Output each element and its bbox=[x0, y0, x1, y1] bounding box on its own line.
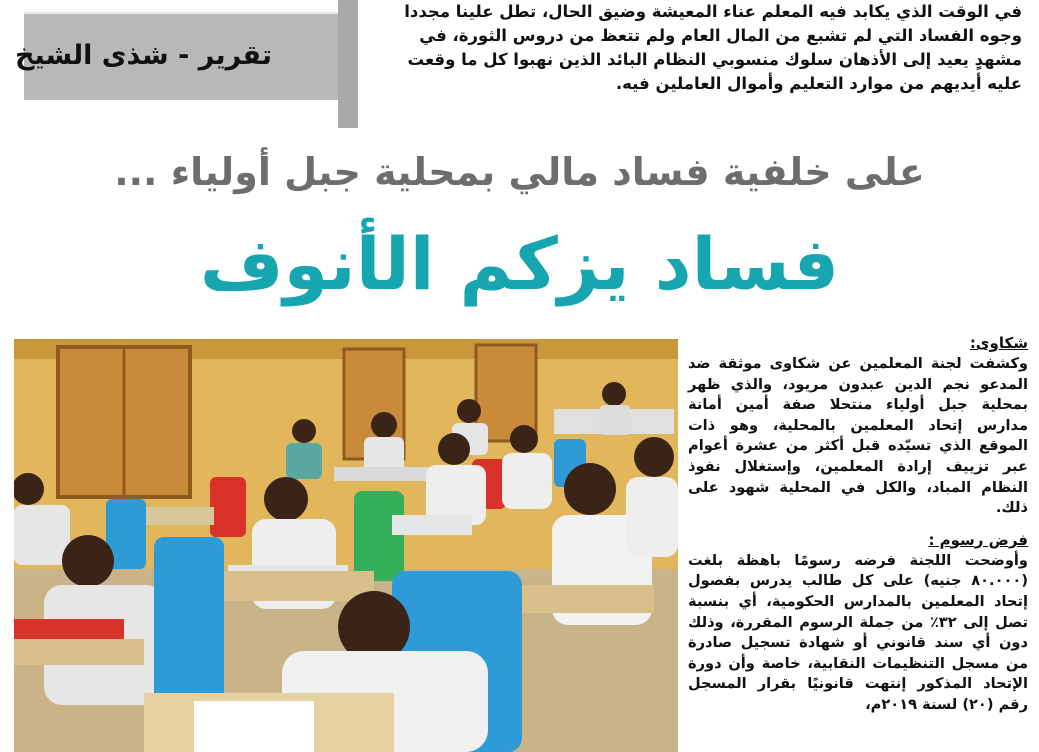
student-head bbox=[634, 437, 674, 477]
student-head bbox=[510, 425, 538, 453]
student-shirt bbox=[502, 453, 552, 509]
headline-subtitle: على خلفية فساد مالي بمحلية جبل أولياء ... bbox=[114, 150, 925, 194]
student-shirt bbox=[14, 505, 70, 565]
column-divider bbox=[338, 0, 358, 128]
student-head bbox=[62, 535, 114, 587]
student-head bbox=[292, 419, 316, 443]
student-head bbox=[564, 463, 616, 515]
section-body-fees: وأوضحت اللجنة فرضه رسومًا باهظة بلغت (٨٠.٠٠٠ جنيه) على كل طالب يدرس بفصول إتحاد المعلمين بالمدارس الحكومية، أي بنسبة تصل إلى ٣٢٪ من جملة الرسوم المقررة، وذلك دون أي سند قانوني أو شهادة تسجيل صادرة من مسجل التنظيمات النقابية، خاصة وأن دورة الإتحاد المذكور إنتهت قانونيًا بقرار المسجل رقم (٢٠) لسنة ٢٠١٩م، bbox=[688, 551, 1028, 713]
desk bbox=[392, 515, 472, 535]
exam-paper bbox=[194, 701, 314, 752]
chair-red bbox=[210, 477, 246, 537]
section-title-complaints: شكاوى: bbox=[969, 334, 1028, 352]
student-head bbox=[457, 399, 481, 423]
student-head bbox=[264, 477, 308, 521]
student-head bbox=[602, 382, 626, 406]
desk bbox=[14, 639, 144, 665]
chair-green bbox=[354, 491, 404, 581]
desk bbox=[144, 507, 214, 525]
student-shirt bbox=[599, 405, 631, 435]
classroom-photo bbox=[14, 339, 678, 752]
byline: تقرير - شذى الشيخ bbox=[15, 40, 272, 71]
student-head bbox=[438, 433, 470, 465]
section-title-fees: فرض رسوم : bbox=[928, 530, 1028, 549]
desk bbox=[224, 571, 374, 601]
chair-blue bbox=[154, 537, 224, 717]
student-shirt bbox=[286, 443, 322, 479]
student-shirt bbox=[626, 477, 678, 557]
classroom-photo-illustration bbox=[14, 339, 678, 752]
intro-paragraph: في الوقت الذي يكابد فيه المعلم عناء المعيشة وضيق الحال، تطل علينا مجددا وجوه الفساد التي لم تشبع من المال العام ولم تتعظ من دروس الثورة، في مشهدٍ يعيد إلى الأذهان سلوك منسوبي النظام البائد الذين نهبوا كل ما وقعت عليه أيديهم من موارد التعليم وأموال العاملين فيه. bbox=[404, 2, 1022, 93]
headline-title: فساد يزكم الأنوف bbox=[199, 222, 840, 306]
student-head bbox=[371, 412, 397, 438]
section-body-complaints: وكشفت لجنة المعلمين عن شكاوى موثقة ضد المدعو نجم الدين عبدون مريود، والذي ظهر بمحلية جبل أولياء منتحلا صفة أمين أمانة مدارس إتحاد المعلمين بالمحلية، وهو ذات الموقع الذي تسيّده قبل أكثر من عشرة أعوام عبر تزييف إرادة المعلمين، وإستغلال نفوذ النظام المباد، والكل في المحلية شهود على ذلك. bbox=[688, 355, 1028, 517]
byline-box bbox=[15, 12, 342, 100]
article-column bbox=[688, 334, 1028, 728]
